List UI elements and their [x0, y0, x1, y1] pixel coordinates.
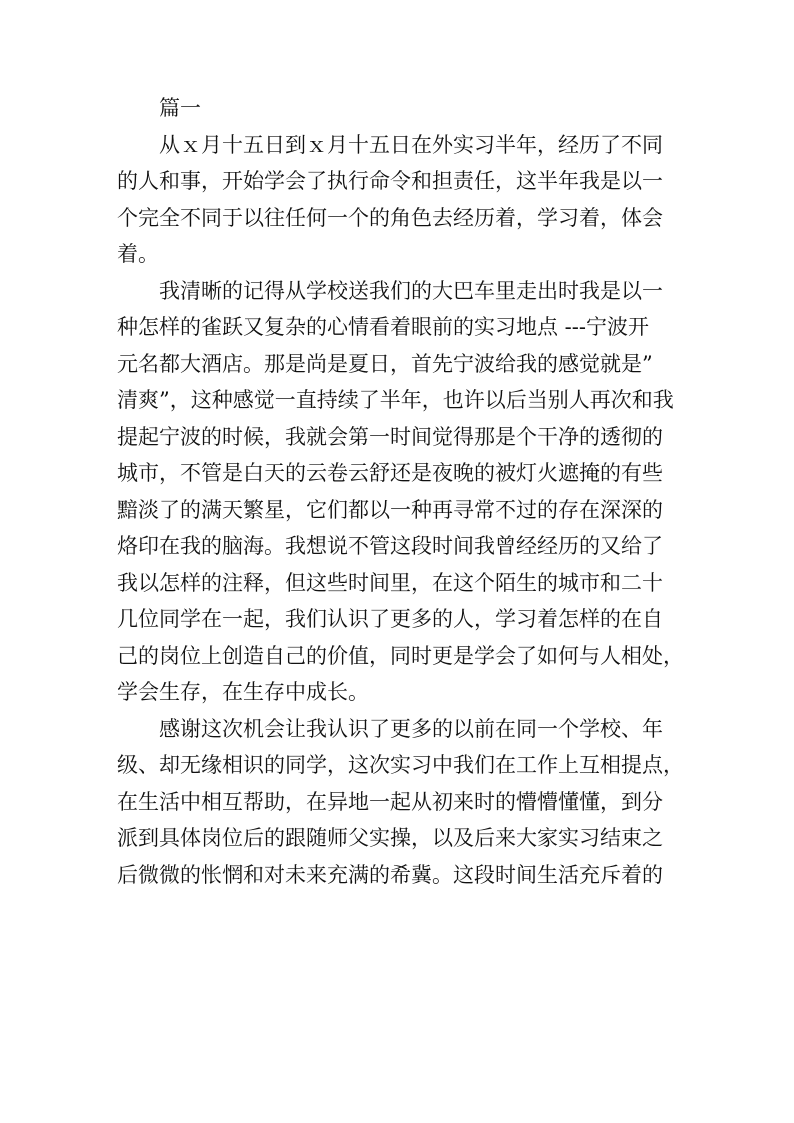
- paragraph-line: 我清晰的记得从学校送我们的大巴车里走出时我是以一: [159, 278, 663, 303]
- paragraph-line: 烙印在我的脑海。我想说不管这段时间我曾经经历的又给了: [117, 534, 663, 558]
- paragraph-line: 在生活中相互帮助，在异地一起从初来时的懵懵懂懂，到分: [117, 789, 663, 814]
- paragraph-3: [117, 711, 684, 894]
- document-body: [117, 90, 684, 893]
- paragraph-line: 感谢这次机会让我认识了更多的以前在同一个学校、年: [159, 716, 663, 741]
- paragraph-line: 城市，不管是白天的云卷云舒还是夜晚的被灯火遮掩的有些: [117, 461, 663, 485]
- paragraph-1: [117, 127, 677, 273]
- paragraph-line: 着。: [117, 242, 159, 266]
- section-heading: 篇一: [159, 96, 201, 120]
- paragraph-line: 学会生存，在生存中成长。: [117, 680, 369, 704]
- paragraph-line: 提起宁波的时候，我就会第一时间觉得那是个干净的透彻的: [117, 424, 663, 449]
- paragraph-line: 从ｘ月十五日到ｘ月十五日在外实习半年，经历了不同: [159, 132, 663, 157]
- paragraph-line: 几位同学在一起，我们认识了更多的人，学习着怎样的在自: [117, 607, 663, 631]
- paragraph-line: 个完全不同于以往任何一个的角色去经历着，学习着，体会: [117, 205, 663, 230]
- paragraph-line: 元名都大酒店。那是尚是夏日，首先宁波给我的感觉就是”: [117, 351, 653, 376]
- paragraph-line: 黯淡了的满天繁星，它们都以一种再寻常不过的存在深深的: [117, 497, 663, 522]
- paragraph-line: 种怎样的雀跃又复杂的心情看着眼前的实习地点 ---宁波开: [117, 315, 649, 339]
- paragraph-line: 我以怎样的注释，但这些时间里，在这个陌生的城市和二十: [117, 570, 663, 595]
- paragraph-line: 级、却无缘相识的同学，这次实习中我们在工作上互相提点，: [117, 753, 684, 777]
- paragraph-line: 的人和事，开始学会了执行命令和担责任，这半年我是以一: [117, 169, 663, 193]
- paragraph-line: 后微微的怅惘和对未来充满的希冀。这段时间生活充斥着的: [117, 862, 663, 887]
- paragraph-line: 己的岗位上创造自己的价值，同时更是学会了如何与人相处，: [117, 643, 684, 668]
- paragraph-line: 清爽”，这种感觉一直持续了半年，也许以后当别人再次和我: [117, 388, 674, 412]
- paragraph-2: [117, 273, 684, 711]
- paragraph-line: 派到具体岗位后的跟随师父实操，以及后来大家实习结束之: [117, 826, 663, 850]
